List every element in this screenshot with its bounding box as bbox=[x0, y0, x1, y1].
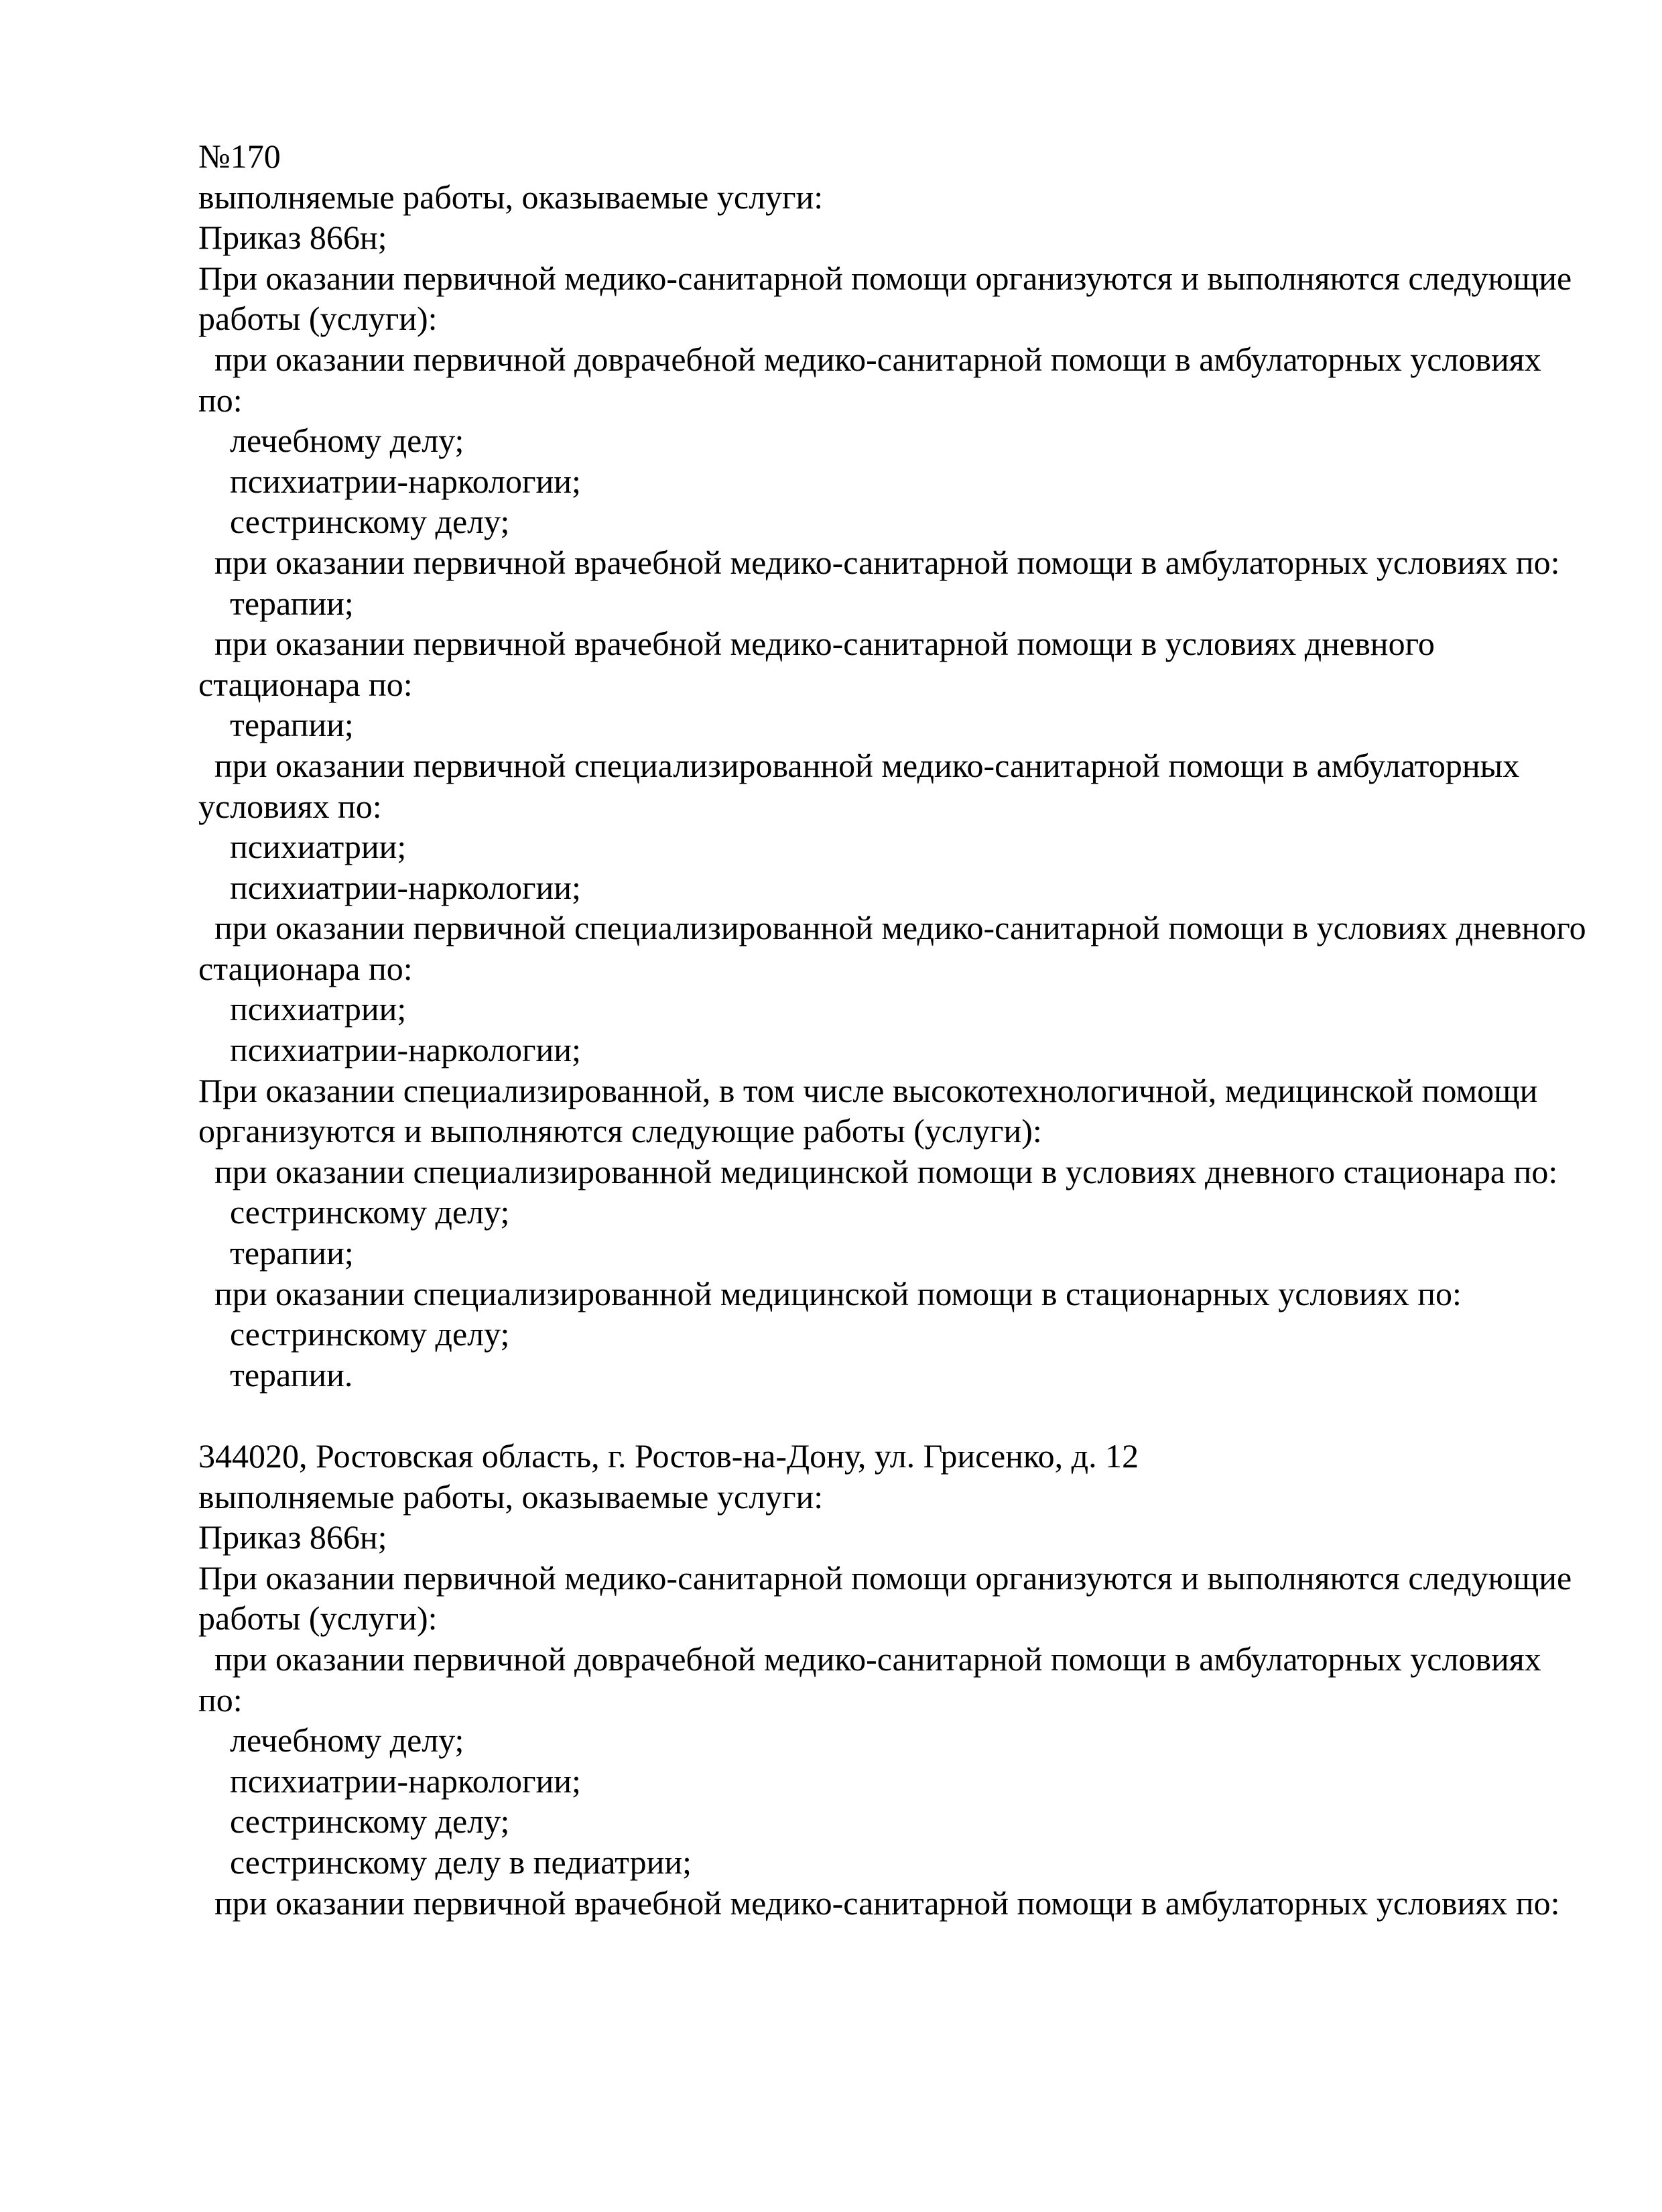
document-line: лечебному делу; bbox=[230, 1721, 464, 1760]
document-line: при оказании специализированной медицинской помощи в стационарных условиях по: bbox=[214, 1274, 1462, 1312]
document-line: сестринскому делу в педиатрии; bbox=[230, 1843, 692, 1881]
document-line: при оказании специализированной медицинской помощи в условиях дневного стационара по: bbox=[214, 1152, 1558, 1190]
document-line: терапии. bbox=[230, 1355, 353, 1394]
document-line: №170 bbox=[198, 137, 281, 175]
document-line: при оказании первичной врачебной медико-санитарной помощи в амбулаторных условиях по: bbox=[214, 1884, 1560, 1922]
document-line: сестринскому делу; bbox=[230, 1315, 510, 1353]
document-line: Приказ 866н; bbox=[198, 1518, 387, 1556]
document-line: При оказании специализированной, в том числе высокотехнологичной, медицинской помощи bbox=[198, 1071, 1538, 1109]
document-line: по: bbox=[198, 1680, 243, 1719]
document-line: выполняемые работы, оказываемые услуги: bbox=[198, 1477, 824, 1516]
document-line: лечебному делу; bbox=[230, 422, 464, 460]
document-line: при оказании первичной специализированной медико-санитарной помощи в условиях дневного bbox=[214, 909, 1586, 947]
document-line: по: bbox=[198, 381, 243, 419]
document-line: работы (услуги): bbox=[198, 300, 438, 338]
document-line: терапии; bbox=[230, 1234, 354, 1272]
document-line: психиатрии; bbox=[230, 828, 407, 866]
document-line: при оказании первичной доврачебной медико-санитарной помощи в амбулаторных условиях bbox=[214, 340, 1541, 378]
document-line: при оказании первичной доврачебной медико-санитарной помощи в амбулаторных условиях bbox=[214, 1640, 1541, 1678]
document-line: При оказании первичной медико-санитарной помощи организуются и выполняются следующие bbox=[198, 259, 1572, 297]
document-line: психиатрии-наркологии; bbox=[230, 462, 581, 500]
document-line: стационара по: bbox=[198, 949, 413, 987]
document-line: сестринскому делу; bbox=[230, 503, 510, 541]
document-line: терапии; bbox=[230, 706, 354, 744]
blank-line bbox=[198, 1395, 1599, 1436]
document-line: сестринскому делу; bbox=[230, 1802, 510, 1841]
document-line: 344020, Ростовская область, г. Ростов-на-Дону, ул. Грисенко, д. 12 bbox=[198, 1437, 1139, 1475]
document-line: терапии; bbox=[230, 584, 354, 622]
document-line: Приказ 866н; bbox=[198, 219, 387, 257]
document-line: при оказании первичной специализированной медико-санитарной помощи в амбулаторных bbox=[214, 746, 1520, 784]
document-line: работы (услуги): bbox=[198, 1599, 438, 1638]
document-line: При оказании первичной медико-санитарной помощи организуются и выполняются следующие bbox=[198, 1558, 1572, 1597]
document-line: сестринскому делу; bbox=[230, 1193, 510, 1231]
document-line: психиатрии-наркологии; bbox=[230, 1031, 581, 1069]
document-line: психиатрии; bbox=[230, 990, 407, 1028]
document-text-block bbox=[198, 136, 1599, 1923]
document-line: условиях по: bbox=[198, 787, 382, 825]
document-line: психиатрии-наркологии; bbox=[230, 1762, 581, 1800]
document-line: стационара по: bbox=[198, 665, 413, 703]
document-line: при оказании первичной врачебной медико-санитарной помощи в условиях дневного bbox=[214, 625, 1435, 663]
document-line: психиатрии-наркологии; bbox=[230, 868, 581, 906]
document-line: организуются и выполняются следующие работы (услуги): bbox=[198, 1112, 1042, 1150]
document-line: выполняемые работы, оказываемые услуги: bbox=[198, 178, 824, 216]
document-line: при оказании первичной врачебной медико-санитарной помощи в амбулаторных условиях по: bbox=[214, 543, 1560, 581]
